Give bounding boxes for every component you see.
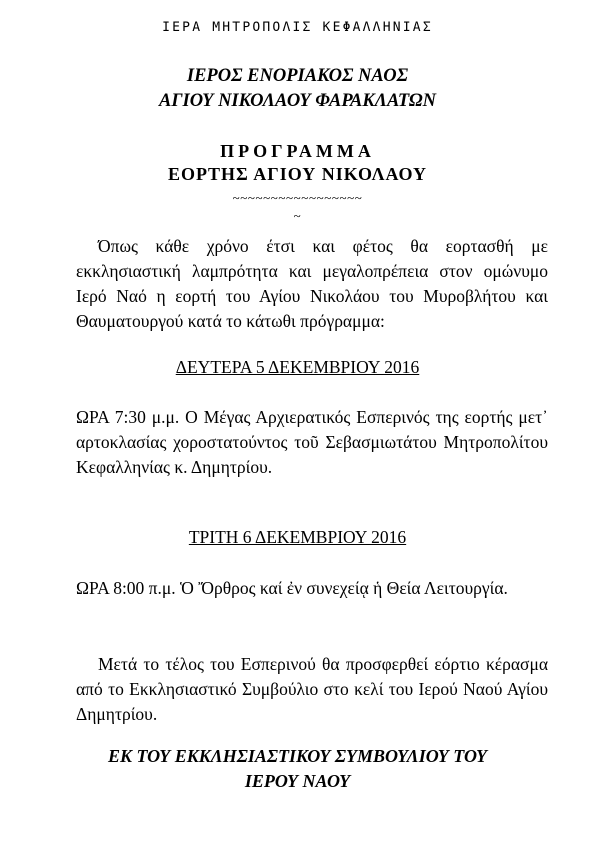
- program-subtitle: ΕΟΡΤΗΣ ΑΓΙΟΥ ΝΙΚΟΛΑΟΥ: [167, 164, 428, 184]
- day2-schedule: ΩΡΑ 8:00 π.μ. Ὁ Ὄρθρος καί ἐν συνεχείᾳ ἡ Θεία Λειτουργία.: [76, 578, 508, 598]
- intro-text: Όπως κάθε χρόνο έτσι και φέτος θα εορτασθή με εκκλησιαστική λαμπρότητα και μεγαλοπρέπεια στον ομώνυμο Ιερό Ναό η εορτή του Αγίου Νικολάου του Μυροβλήτου και Θαυματουργού κατά το κάτωθι πρόγραμμα:: [76, 236, 548, 331]
- closing-paragraph: [76, 652, 548, 727]
- signature-line1: ΕΚ ΤΟΥ ΕΚΚΛΗΣΙΑΣΤΙΚΟΥ ΣΥΜΒΟΥΛΙΟΥ ΤΟΥ: [107, 746, 488, 766]
- day2-date-heading: ΤΡΙΤΗ 6 ΔΕΚΕΜΒΡΙΟΥ 2016: [188, 527, 407, 547]
- metropolis-heading: ΙΕΡΑ ΜΗΤΡΟΠΟΛΙΣ ΚΕΦΑΛΛΗΝΙΑΣ: [162, 20, 433, 35]
- intro-paragraph: [76, 234, 548, 334]
- day1-schedule: ΩΡΑ 7:30 μ.μ. Ο Μέγας Αρχιερατικός Εσπερινός της εορτής μετ᾽ αρτοκλασίας χοροστατούντος τοῦ Σεβασμιωτάτου Μητροπολίτου Κεφαλληνίας κ. Δημητρίου.: [76, 407, 548, 477]
- signature-line2: ΙΕΡΟΥ ΝΑΟΥ: [244, 771, 351, 791]
- day1-date-heading: ΔΕΥΤΕΡΑ 5 ΔΕΚΕΜΒΡΙΟΥ 2016: [175, 357, 420, 377]
- program-title: ΠΡΟΓΡΑΜΜΑ: [220, 141, 375, 161]
- church-name-line2: ΑΓΙΟΥ ΝΙΚΟΛΑΟΥ ΦΑΡΑΚΛΑΤΩΝ: [159, 91, 436, 111]
- tilde-divider-small: ~: [293, 208, 302, 223]
- church-name-line1: ΙΕΡΟΣ ΕΝΟΡΙΑΚΟΣ ΝΑΟΣ: [186, 66, 409, 86]
- closing-text: Μετά το τέλος του Εσπερινού θα προσφερθεί εόρτιο κέρασμα από το Εκκλησιαστικό Συμβούλιο στο κελί του Ιερού Ναού Αγίου Δημητρίου.: [76, 654, 548, 724]
- tilde-divider: ~~~~~~~~~~~~~~~~~: [232, 190, 363, 205]
